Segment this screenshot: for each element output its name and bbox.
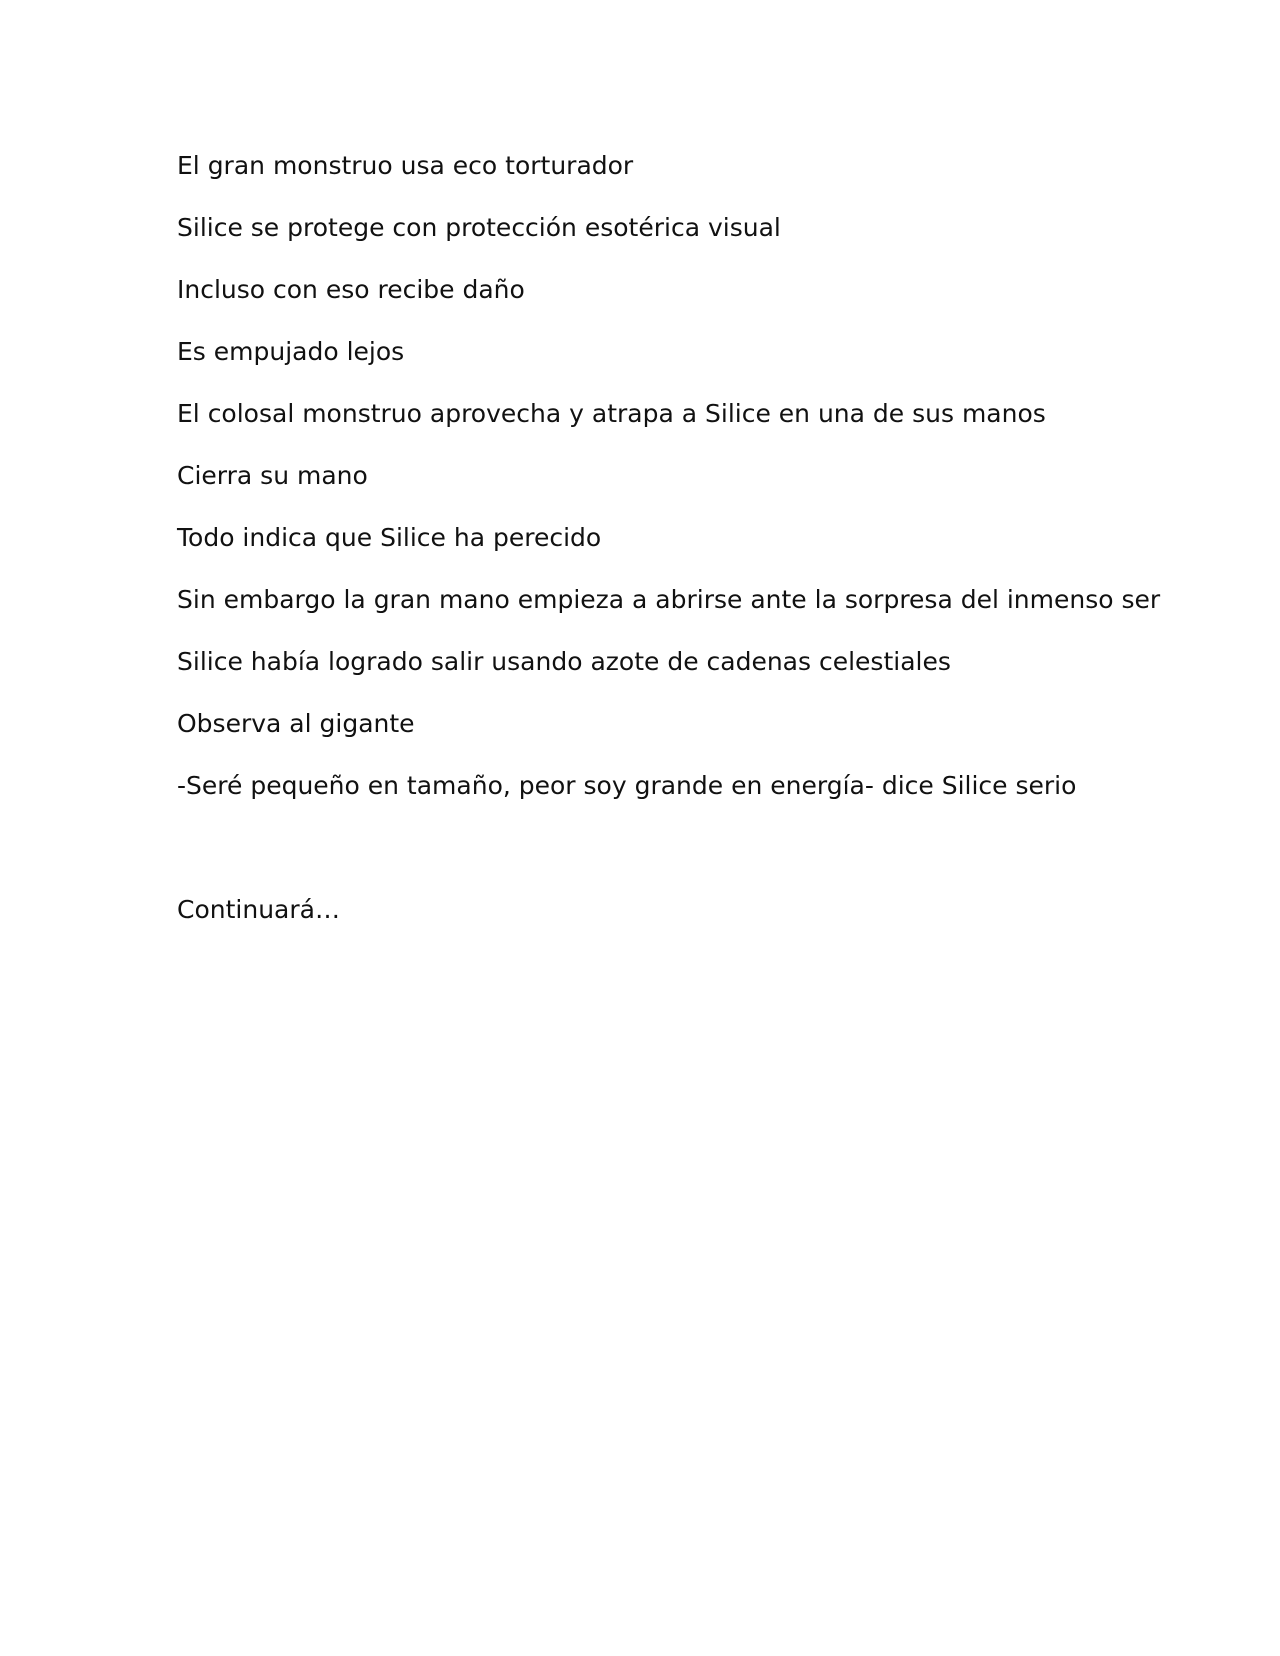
paragraph-6: Cierra su mano (177, 461, 368, 490)
paragraph-3: Incluso con eso recibe daño (177, 275, 525, 304)
paragraph-7: Todo indica que Silice ha perecido (177, 523, 602, 552)
paragraph-11: -Seré pequeño en tamaño, peor soy grande en energía- dice Silice serio (177, 771, 1077, 800)
paragraph-4: Es empujado lejos (177, 337, 405, 366)
paragraph-10: Observa al gigante (177, 709, 415, 738)
paragraph-1: El gran monstruo usa eco torturador (177, 151, 634, 180)
paragraph-2: Silice se protege con protección esotérica visual (177, 213, 781, 242)
paragraph-5: El colosal monstruo aprovecha y atrapa a Silice en una de sus manos (177, 399, 1046, 428)
document-body (177, 150, 1161, 956)
closing-text: Continuará… (177, 895, 340, 924)
paragraph-8: Sin embargo la gran mano empieza a abrirse ante la sorpresa del inmenso ser (177, 585, 1161, 614)
blank-line (177, 832, 1137, 894)
paragraph-9: Silice había logrado salir usando azote de cadenas celestiales (177, 647, 951, 676)
